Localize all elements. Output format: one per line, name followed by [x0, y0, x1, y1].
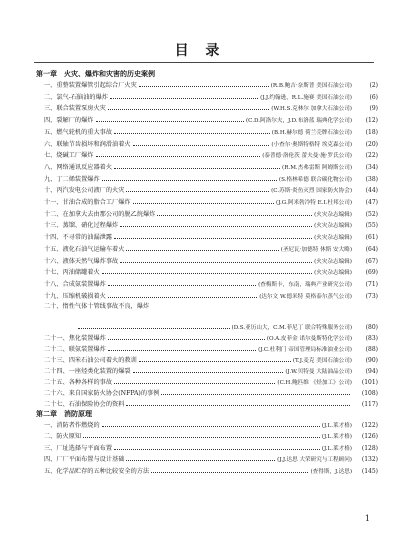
- toc-entry-source: (J.J.达思 大荣研究与工程顾问): [277, 457, 352, 464]
- toc-entry-source: (T.J.麦克 美国石油公司): [292, 358, 352, 364]
- toc-entry-page: (73): [365, 292, 378, 300]
- toc-entry-source: (D.S.亚历山大，C.M.菲尼丁 联合特殊服务公司): [231, 325, 352, 331]
- toc-entry-title: 五、化学品贮存的五种比较安全的方法: [44, 467, 150, 475]
- toc-entry-source: (C.苏斯·炎鱼灭烈 国家防火协会): [271, 188, 352, 195]
- dot-leader: [114, 232, 312, 239]
- dot-leader: [126, 244, 278, 251]
- toc-entry-source: (O.A.皮菲金 诺尔曼斯特化学公司): [266, 336, 352, 342]
- toc-entry-page: (20): [365, 140, 378, 148]
- toc-entry-page: (132): [361, 456, 378, 464]
- toc-entry-source: (R.B.鲍吉·奈斯普 美国石油公司): [270, 83, 352, 89]
- toc-entry[interactable]: [34, 115, 378, 125]
- dot-leader: [157, 209, 312, 216]
- toc-entry-page: (12): [365, 117, 378, 125]
- toc-entry-page: (22): [365, 152, 378, 160]
- toc-entry[interactable]: [34, 103, 378, 113]
- dot-leader: [108, 291, 257, 298]
- dot-leader: [133, 139, 270, 146]
- toc-entry-source: (火灾杂志编辑): [314, 223, 352, 230]
- toc-entry-source: (W.H.S.克林尔 加拿大石油公司): [271, 106, 352, 113]
- toc-entry-title: 二、氯气-石脑油的爆炸: [44, 93, 108, 101]
- toc-entry-title: 二、防火原知: [44, 433, 82, 441]
- toc-entry-source: (火灾杂志编辑): [314, 235, 352, 242]
- dot-leader: [108, 279, 256, 286]
- toc-entry-title: 九、丁二烯装置爆炸: [44, 175, 100, 183]
- toc-entry-source: (J.W.贝特曼 大陆油品公司): [285, 369, 352, 375]
- dot-leader: [133, 366, 284, 373]
- dot-leader: [114, 377, 275, 384]
- dot-leader: [114, 162, 280, 169]
- toc-entry-title: 十七、丙油储罐着火: [44, 269, 100, 277]
- toc-entry-title: 十、丙汽发电公司液厂的火灾: [44, 187, 125, 195]
- toc-entry-page: (80): [365, 324, 378, 331]
- toc-entry-title: 四、裂解厂的爆炸: [44, 117, 94, 125]
- toc-entry[interactable]: [34, 139, 378, 149]
- toc-entry-page: (126): [361, 433, 378, 441]
- dot-leader: [102, 420, 320, 427]
- toc-entry-page: (90): [365, 357, 378, 364]
- toc-entry-title: 二十一、焦化装置爆炸: [44, 335, 106, 342]
- toc-entry[interactable]: [34, 220, 378, 230]
- toc-entry[interactable]: [34, 431, 378, 441]
- toc-entry-title: 一、消防者作燃烧的: [44, 422, 100, 429]
- toc-entry[interactable]: [34, 185, 378, 195]
- toc-entry-continuation[interactable]: [76, 322, 378, 332]
- toc-entry-title: 二十、惰性气体十管线事故不良，爆炸: [44, 303, 150, 311]
- dot-leader: [120, 220, 312, 227]
- toc-entry-source: (小查尔·奥斯特格特 埃克森公司): [271, 141, 352, 148]
- toc-entry[interactable]: [34, 127, 378, 137]
- toc-entry-title: 十五、液化石油气运输车着火: [44, 245, 125, 253]
- toc-entry-page: (83): [365, 335, 378, 342]
- toc-entry-source: (火灾杂志编辑): [314, 270, 352, 277]
- toc-entry[interactable]: [34, 344, 378, 354]
- toc-entry-page: (38): [365, 175, 378, 183]
- toc-entry[interactable]: [34, 366, 378, 376]
- toc-entry-source: (J.G.阿米勃冷特 E.I.杜邦公司): [276, 200, 352, 206]
- toc-entry[interactable]: [34, 92, 378, 102]
- toc-entry-title: 三、厂址选择与平面布置: [44, 444, 113, 452]
- toc-entry-title: 八、网络通讯反应器着火: [44, 163, 113, 171]
- toc-entry[interactable]: [34, 454, 378, 464]
- toc-entry-title: 十九、压缩机破损着火: [44, 292, 106, 300]
- toc-entry-source: (C.H.鲍匹维 《烃加工》公司): [277, 380, 352, 386]
- toc-entry-page: (101): [361, 379, 378, 386]
- dot-leader: [126, 399, 350, 406]
- toc-entry-page: (122): [361, 422, 378, 429]
- toc-entry-page: (6): [369, 93, 378, 101]
- toc-entry-title: 十二、在加拿大去由那公司的脱乙烷爆炸: [44, 210, 156, 218]
- toc-entry-page: (94): [365, 368, 378, 375]
- toc-entry-title: 二十五、各种各样的事故: [44, 379, 113, 386]
- page-title: 目 录: [174, 43, 226, 59]
- toc-entry-page: (67): [365, 257, 378, 265]
- dot-leader: [108, 333, 265, 340]
- toc-entry-source: (查得斯，J.达思): [310, 468, 352, 475]
- toc-entry[interactable]: [34, 291, 378, 301]
- dot-leader: [83, 431, 320, 438]
- toc-entry[interactable]: [34, 244, 378, 254]
- toc-entry[interactable]: [34, 302, 378, 312]
- toc-entry-title: 七、烧碱工厂爆炸: [44, 152, 94, 160]
- toc-entry-title: 十三、蒸馏、硝化过程爆炸: [44, 222, 119, 230]
- dot-leader: [139, 355, 291, 362]
- dot-leader: [133, 197, 274, 204]
- dot-leader: [102, 174, 277, 181]
- toc-entry-source: (R.M.杰弗雷斯 阿姆斯公司): [282, 164, 352, 171]
- toc-entry-title: 二十四、一座烃类化装置的爆裂: [44, 368, 131, 375]
- toc-entry-title: 十六、液体天然气爆炸事故: [44, 257, 119, 265]
- toc-entry-title: 六、联轴节齿损坏和润滑油着火: [44, 140, 131, 148]
- dot-leader: [96, 115, 244, 122]
- toc-entry-title: 三、联合装置泵房火灾: [44, 105, 106, 113]
- toc-entry[interactable]: [34, 279, 378, 289]
- toc-entry-source: (火灾杂志编辑): [314, 211, 352, 218]
- toc-entry-title: 五、燃气轮机的重大事故: [44, 128, 113, 136]
- toc-entry[interactable]: [34, 355, 378, 365]
- dot-leader: [96, 150, 261, 157]
- toc-entry-page: (108): [361, 390, 378, 397]
- toc-entry[interactable]: [34, 209, 378, 219]
- toc-entry[interactable]: [34, 162, 378, 172]
- chapter-heading: 第二章 消防原理: [36, 409, 92, 418]
- chapter-heading: 第一章 火灾、爆炸和灾害的历史案例: [36, 69, 155, 78]
- toc-entry-source: (J.L.莱才格): [321, 423, 352, 429]
- title-divider: [34, 62, 374, 63]
- toc-entry-source: (B.H.赫尔德 荷兰壳牌石油公司): [271, 129, 352, 136]
- toc-entry-page: (34): [365, 163, 378, 171]
- toc-entry-title: 十一、甘油合成的脂合工厂爆炸: [44, 199, 131, 206]
- toc-entry-page: (71): [365, 280, 378, 288]
- toc-entry[interactable]: [34, 256, 378, 266]
- toc-entry-title: 二十二、联氨装置爆炸: [44, 346, 106, 353]
- toc-entry[interactable]: [34, 267, 378, 277]
- dot-leader: [120, 256, 312, 263]
- toc-entry-title: 四、厂厂平面布置与设计基础: [44, 456, 125, 464]
- dot-leader: [102, 267, 312, 274]
- dot-leader: [151, 466, 308, 473]
- page-number: 1: [364, 514, 370, 523]
- dot-leader: [114, 443, 320, 450]
- toc-entry-source: (C.D.阿洛尔夫，J.D.布洛蓝 瑞典化学公司): [245, 118, 352, 125]
- toc-entry-source: (J.C.杜利门 帝国管理局标准油业公司): [258, 347, 352, 353]
- toc-entry-title: 十四、不寻常的油漏泄露: [44, 234, 113, 242]
- dot-leader: [114, 127, 270, 134]
- toc-entry-page: (9): [369, 105, 378, 113]
- toc-entry[interactable]: [34, 388, 378, 398]
- toc-entry[interactable]: [34, 174, 378, 184]
- toc-entry-title: 二十六、来自国家防火协会(NFPA)的事例: [44, 390, 160, 397]
- toc-entry[interactable]: [34, 232, 378, 242]
- toc-entry-source: (J.L.莱才格): [321, 434, 352, 441]
- toc-entry[interactable]: [34, 377, 378, 387]
- dot-leader: [78, 322, 230, 329]
- toc-entry[interactable]: [34, 197, 378, 207]
- toc-entry[interactable]: [34, 420, 378, 430]
- toc-entry[interactable]: [34, 333, 378, 343]
- toc-entry-source: (查梅斯卡，东南，瑞典产业研究公司): [258, 281, 352, 288]
- dot-leader: [108, 103, 269, 110]
- toc-entry-page: (117): [361, 401, 378, 408]
- toc-entry-source: (圣尼瓦·加德特 休斯 安大略): [280, 246, 352, 253]
- toc-entry-title: 二十七、石油保险协会的资料: [44, 401, 125, 408]
- dot-leader: [126, 185, 269, 192]
- toc-entry-source: (泰普德·洛伦茨 蕾夫曼·施·罗氏公司): [262, 153, 352, 160]
- toc-entry-page: (44): [365, 187, 378, 195]
- toc-entry[interactable]: [34, 399, 378, 409]
- toc-entry-source: (火灾杂志编辑): [314, 258, 352, 265]
- toc-entry-source: (S.格林希德 联合碳化物公司): [278, 176, 352, 183]
- toc-entry-page: (64): [365, 245, 378, 253]
- toc-entry-source: (J.J.约翰逊，R.L.施赛 美国石油公司): [260, 94, 352, 101]
- toc-entry-source: (达尔文 W.德米特 莫格泰尔蒸气公司): [259, 293, 352, 300]
- toc-entry-title: 十八、合成氨装置爆炸: [44, 280, 106, 288]
- toc-entry-page: (128): [361, 444, 378, 452]
- toc-entry[interactable]: [34, 80, 378, 90]
- toc-entry-page: (2): [369, 82, 378, 89]
- toc-entry-page: (47): [365, 199, 378, 206]
- toc-entry[interactable]: [34, 443, 378, 453]
- toc-entry-page: (55): [365, 222, 378, 230]
- toc-entry-source: (J.L.莱才格): [321, 445, 352, 452]
- toc-entry-page: (61): [365, 234, 378, 242]
- toc-entry-page: (145): [361, 467, 378, 475]
- toc-entry-page: (88): [365, 346, 378, 353]
- toc-entry-page: (69): [365, 269, 378, 277]
- dot-leader: [110, 92, 258, 99]
- toc-entry[interactable]: [34, 466, 378, 476]
- toc-entry-title: 一、重整装置爆管引起综合厂火灾: [44, 82, 137, 89]
- toc-entry-page: (18): [365, 128, 378, 136]
- toc-entry-page: (52): [365, 210, 378, 218]
- dot-leader: [126, 454, 275, 461]
- dot-leader: [161, 388, 350, 395]
- toc-entry-title: 二十三、四米石油公司着火的教训: [44, 357, 137, 364]
- dot-leader: [139, 80, 269, 87]
- toc-entry[interactable]: [34, 150, 378, 160]
- dot-leader: [108, 344, 256, 351]
